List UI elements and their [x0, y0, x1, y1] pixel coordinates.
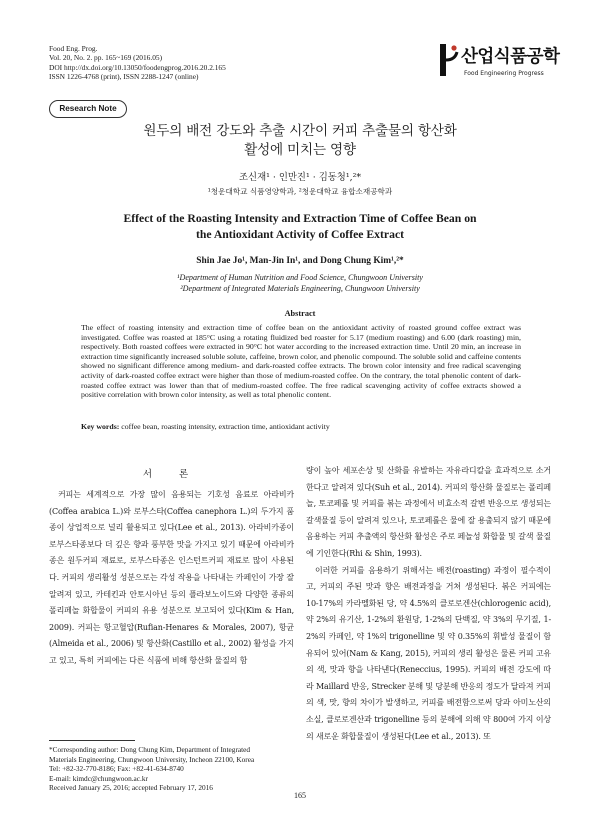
english-title-line-1: Effect of the Roasting Intensity and Extraction Time of Coffee Bean on — [123, 212, 477, 225]
korean-affiliations: ¹청운대학교 식품영양학과, ²청운대학교 융합소재공학과 — [207, 187, 393, 196]
body-paragraph: 량이 높아 세포손상 및 산화를 유발하는 자유라디칼을 효과적으로 소거한다고 알려져 있다(Suh et al., 2014). 커피의 항산화 물질로는 폴리페놀, 토코페롤 및 커피를 볶는 과정에서 비효소적 갈변 반응으로 생성되는 갈색물질 등이 알려져 있으나, 토코페롤은 물에 잘 용출되지 않기 때문에 음용하는 커피 추출액의 항산화 활성은 주로 페놀성 화합물 및 갈색 물질에 기인한다(Rhi & Shin, 1993). — [306, 466, 551, 558]
english-affiliation-2: ²Department of Integrated Materials Engineering, Chungwoon University — [180, 284, 420, 293]
journal-volume: Vol. 20, No. 2. pp. 165~169 (2016.05) — [49, 53, 163, 63]
logo-mark-icon — [437, 42, 459, 78]
korean-title-line-1: 원두의 배전 강도와 추출 시간이 커피 추출물의 항산화 — [143, 123, 457, 139]
article-type-badge: Research Note — [49, 100, 127, 118]
english-authors: Shin Jae Jo¹, Man-Jin In¹, and Dong Chung Kim¹,²* — [196, 256, 404, 266]
footnote-line: E-mail: kimdc@chungwoon.ac.kr — [49, 773, 148, 783]
korean-authors: 조신재¹ · 인만진¹ · 김동청¹,²* — [238, 172, 362, 183]
keywords-label: Key words: — [81, 422, 120, 431]
logo-title: 산업식품공학 — [461, 47, 560, 67]
keywords-text: coffee bean, roasting intensity, extraction time, antioxidant activity — [121, 422, 330, 431]
abstract-heading: Abstract — [284, 309, 316, 318]
corresponding-author-footnote — [49, 745, 294, 793]
body-column-right — [306, 463, 551, 745]
logo-subtitle: Food Engineering Progress — [464, 70, 544, 77]
korean-title-line-2: 활성에 미치는 영향 — [244, 142, 356, 158]
abstract-text: The effect of roasting intensity and extraction time of coffee bean on the antioxidant activity of roasted ground coffee extract was investigated. Coffee was roasted at 185°C using a rotating fluidized bed roaster for 5.17 (medium roasting) and 6.00 (dark roasting) min, respectively. Both roasted coffees were extracted in 90°C hot water according to the increased extraction time. Until 20 min, an increase in extraction time significantly increased soluble solute, caffeine, brown color, and phenolic compound. The soluble solid and caffeine contents showed no significant difference among medium- and dark-roasted coffee extracts. The brown color intensity and free radical scavenging activity of dark-roasted coffee extract were higher than those of medium-roasted coffee. On the contrary, the total phenolic content of dark-roasted coffee extract was lower than that of medium-roasted coffee. The free radical scavenging activity of coffee extracts showed a positive correlation with brown color intensity, as well as total phenolic content. — [81, 323, 521, 400]
section-heading-introduction: 서 론 — [142, 469, 201, 480]
body-paragraph: 이러한 커피를 음용하기 위해서는 배전(roasting) 과정이 필수적이고, 커피의 주된 맛과 향은 배전과정을 거쳐 생성된다. 볶은 커피에는 10-17%의 카라멜화된 당, 약 4.5%의 클로로겐산(chlorogenic acid), 약 2%의 유기산, 1-2%의 환원당, 1-2%의 단백질, 약 3%의 무기질, 1-2%의 카페인, 약 1%의 trigonelline 및 약 0.35%의 휘발성 물질이 함유되어 있어(Nam & Kang, 2015), 커피의 생리 활성은 물론 커피 고유의 색, 맛과 향을 나타낸다(Reneccius, 1995). 커피의 배전 강도에 따라 Maillard 반응, Strecker 분해 및 당분해 반응의 정도가 달라져 커피의 색, 맛, 향의 차이가 발생하고, 커피를 배전함으로써 당과 아미노산의 소실, 클로로겐산과 trigonelline 등의 분해에 의해 약 800여 가지 이상의 새로운 화합물질이 생성된다(Lee et al., 2013). 또 — [306, 565, 551, 741]
keywords — [81, 422, 521, 431]
footnote-divider — [49, 740, 135, 741]
footnote-line: Materials Engineering, Chungwoon University, Incheon 22100, Korea — [49, 754, 255, 764]
body-column-left — [49, 487, 294, 670]
journal-issn: ISSN 1226-4768 (print), ISSN 2288-1247 (online) — [49, 71, 199, 81]
footnote-line: Tel: +82-32-770-8186; Fax: +82-41-634-8740 — [49, 764, 184, 773]
footnote-line: Received January 25, 2016; accepted February 17, 2016 — [49, 783, 213, 792]
page-number: 165 — [294, 791, 306, 800]
journal-name: Food Eng. Prog. — [49, 44, 98, 53]
journal-logo — [437, 42, 560, 90]
body-paragraph: 커피는 세계적으로 가장 많이 음용되는 기호성 음료로 아라비카(Coffea arabica L.)와 로부스타(Coffea canephora L.)의 두가지 품종이 상업적으로 널리 활용되고 있다(Lee et al., 2013). 아라비카종이 로부스타종보다 더 깊은 향과 풍부한 맛을 가지고 있기 때문에 아라비카종은 원두커피 재료로, 로부스타종은 인스턴트커피 재료로 많이 사용된다. 커피의 생리활성 성분으로는 각성 작용을 나타내는 카페인이 가장 잘 알려져 있고, 카테킨과 안토시아닌 등의 플라보노이드와 다양한 종류의 폴리페놀 화합물이 커피의 유용 성분으로 보고되어 있다(Kim & Han, 2009). 커피는 항고혈압(Rufian-Henares & Morales, 2007), 항균(Almeida et al., 2006) 및 항산화(Castillo et al., 2002) 활성을 가지고 있고, 특히 커피에는 다른 식품에 비해 항산화 물질의 함 — [49, 490, 294, 665]
english-title-line-2: the Antioxidant Activity of Coffee Extract — [195, 228, 405, 241]
journal-doi: DOI http://dx.doi.org/10.13050/foodengprog.2016.20.2.165 — [49, 62, 226, 72]
journal-info — [49, 44, 226, 81]
footnote-line: *Corresponding author: Dong Chung Kim, Department of Integrated — [49, 745, 251, 754]
english-affiliation-1: ¹Department of Human Nutrition and Food Science, Chungwoon University — [177, 273, 423, 282]
